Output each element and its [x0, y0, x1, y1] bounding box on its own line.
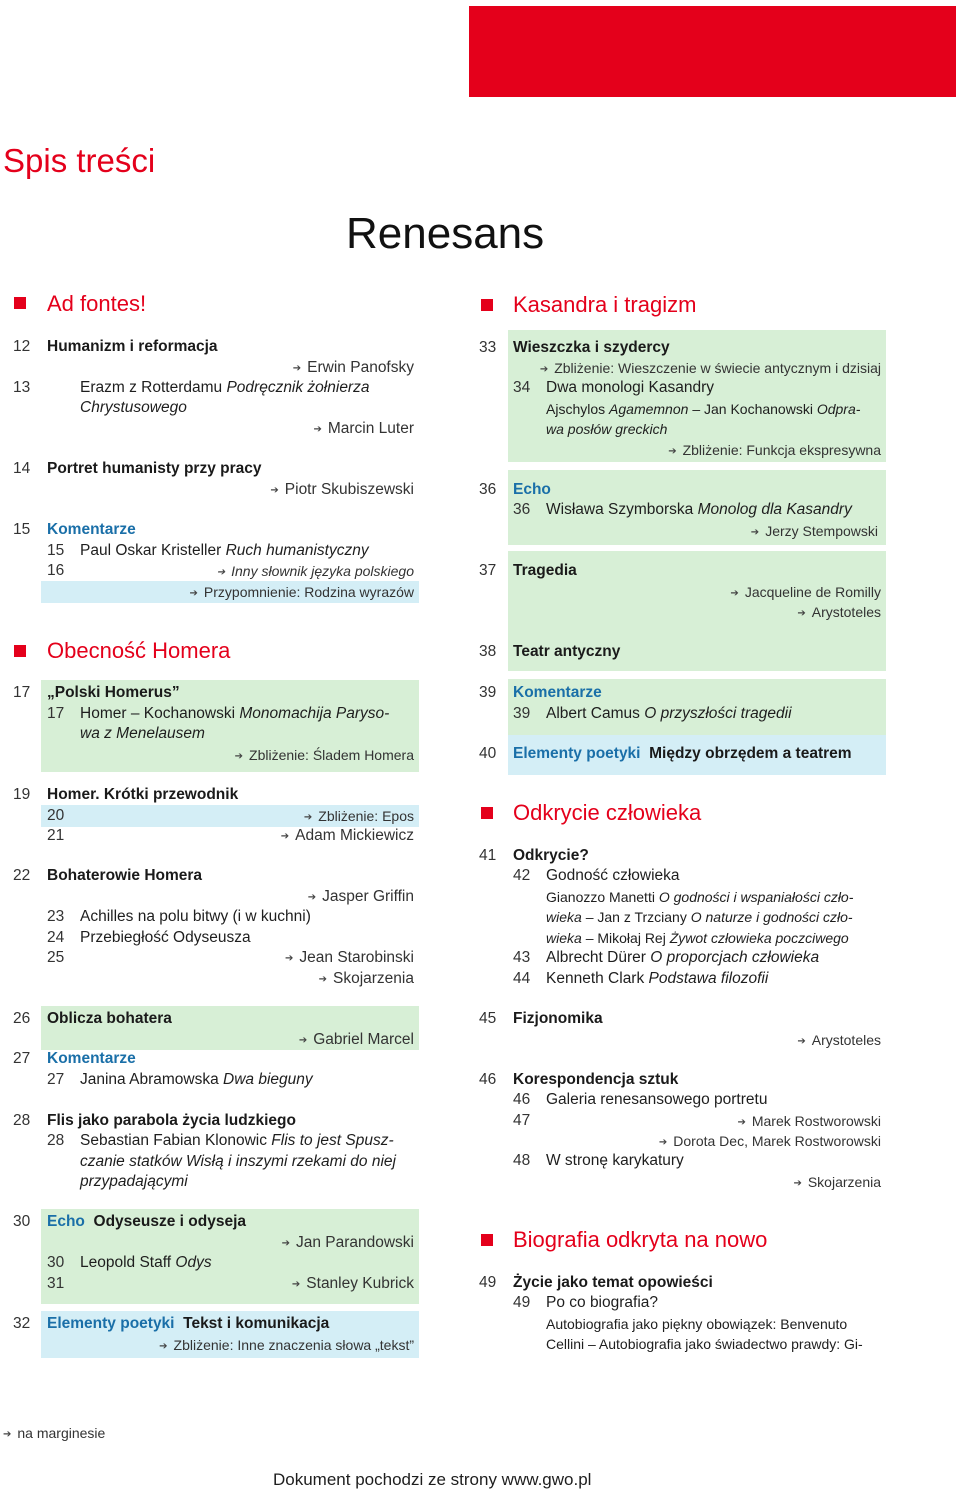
page-number: 32	[13, 1315, 31, 1332]
entry-title[interactable]: Teatr antyczny	[513, 643, 621, 660]
page-number: 37	[479, 562, 497, 579]
entry-reference[interactable]: ➔ Zbliżenie: Epos	[200, 806, 414, 829]
entry-title[interactable]: Echo Odyseusze i odyseja	[47, 1213, 247, 1230]
page-number: 30	[13, 1213, 31, 1230]
section-ad-fontes: Ad fontes!	[47, 291, 147, 316]
entry-text[interactable]: Albrecht Dürer O proporcjach człowieka	[546, 949, 820, 966]
entry-reference[interactable]: ➔ Erwin Panofsky	[250, 358, 414, 380]
entry-text-italic: wa posłów greckich	[546, 421, 668, 437]
entry-title[interactable]: Odkrycie?	[513, 847, 589, 864]
entry-text-italic: czanie statków Wisłą i inszymi rzekami do niej	[80, 1153, 396, 1170]
entry-text: Autobiografia jako piękny obowiązek: Benvenuto	[546, 1316, 848, 1332]
entry-reference[interactable]: ➔ Zbliżenie: Inne znaczenia słowa „tekst”	[80, 1335, 414, 1358]
page-number: 33	[479, 339, 497, 356]
entry-reference[interactable]: ➔ Zbliżenie: Funkcja ekspresywna	[600, 440, 881, 463]
page-number: 12	[13, 338, 31, 355]
page-number: 27	[47, 1071, 65, 1088]
page-number: 17	[13, 684, 31, 701]
page-number: 22	[13, 867, 31, 884]
entry-text[interactable]: Godność człowieka	[546, 867, 680, 884]
page-number: 49	[513, 1294, 531, 1311]
entry-title[interactable]: Tragedia	[513, 562, 577, 579]
page-number: 40	[479, 745, 497, 762]
section-kasandra: Kasandra i tragizm	[513, 292, 697, 317]
section-odkrycie: Odkrycie człowieka	[513, 800, 702, 825]
page-number: 36	[513, 501, 531, 518]
entry-text[interactable]: Paul Oskar Kristeller Ruch humanistyczny	[80, 542, 369, 559]
entry-title[interactable]: Elementy poetyki Między obrzędem a teatrem	[513, 745, 852, 762]
entry-echo-label[interactable]: Echo	[513, 481, 551, 498]
section-bullet-icon	[14, 297, 26, 309]
entry-text[interactable]: Dwa monologi Kasandry	[546, 379, 715, 396]
page-number: 26	[13, 1010, 31, 1027]
page-number: 31	[47, 1275, 65, 1292]
section-bullet-icon	[481, 1234, 493, 1246]
entry-reference[interactable]: ➔ Jerzy Stempowski	[650, 521, 878, 544]
page-number: 46	[479, 1071, 497, 1088]
page-number: 39	[479, 684, 497, 701]
entry-reference[interactable]: ➔ Gabriel Marcel	[200, 1030, 414, 1052]
entry-reference[interactable]: ➔ Adam Mickiewicz	[200, 826, 414, 848]
entry-reference[interactable]: ➔ Piotr Skubiszewski	[200, 480, 414, 502]
page-number: 46	[513, 1091, 531, 1108]
entry-text-italic: wa z Menelausem	[80, 725, 205, 742]
entry-title[interactable]: Fizjonomika	[513, 1010, 603, 1027]
entry-reference[interactable]: ➔ Stanley Kubrick	[200, 1274, 414, 1296]
entry-commentary-label[interactable]: Komentarze	[47, 521, 136, 538]
page-number: 19	[13, 786, 31, 803]
page-number: 13	[13, 379, 31, 396]
page-number: 36	[479, 481, 497, 498]
book-section-title: Renesans	[346, 209, 545, 258]
entry-text[interactable]: Erazm z Rotterdamu Podręcznik żołnierza	[80, 379, 370, 396]
entry-reference[interactable]: ➔ Skojarzenia	[650, 1172, 881, 1195]
entry-title[interactable]: Wieszczka i szydercy	[513, 339, 670, 356]
entry-text: Ajschylos Agamemnon – Jan Kochanowski Odpra-	[546, 401, 861, 417]
entry-text[interactable]: Po co biografia?	[546, 1294, 659, 1311]
entry-text[interactable]: Achilles na polu bitwy (i w kuchni)	[80, 908, 311, 925]
entry-title[interactable]: Bohaterowie Homera	[47, 867, 203, 884]
red-banner	[469, 6, 956, 97]
page-number: 34	[513, 379, 531, 396]
entry-title[interactable]: „Polski Homerus”	[47, 684, 180, 701]
entry-title[interactable]: Flis jako parabola życia ludzkiego	[47, 1112, 296, 1129]
section-bullet-icon	[14, 645, 26, 657]
page-number: 20	[47, 807, 65, 824]
page-number: 16	[47, 562, 65, 579]
entry-text[interactable]: Sebastian Fabian Klonowic Flis to jest Spusz-	[80, 1132, 394, 1149]
entry-text[interactable]: W stronę karykatury	[546, 1152, 684, 1169]
entry-text-italic: Chrystusowego	[80, 399, 187, 416]
page-number: 48	[513, 1152, 531, 1169]
entry-reference[interactable]: ➔ Jean Starobinski	[200, 948, 414, 970]
page-number: 42	[513, 867, 531, 884]
page-number: 39	[513, 705, 531, 722]
source-footer[interactable]: Dokument pochodzi ze strony www.gwo.pl	[273, 1470, 592, 1489]
page-number: 41	[479, 847, 497, 864]
entry-text[interactable]: Albert Camus O przyszłości tragedii	[546, 705, 792, 722]
page-number: 14	[13, 460, 31, 477]
entry-commentary-label[interactable]: Komentarze	[47, 1050, 136, 1067]
page-number: 49	[479, 1274, 497, 1291]
margin-legend: ➔ na marginesie	[3, 1425, 105, 1441]
page-number: 28	[47, 1132, 65, 1149]
page-number: 30	[47, 1254, 65, 1271]
entry-title[interactable]: Korespondencja sztuk	[513, 1071, 679, 1088]
page-number: 44	[513, 970, 531, 987]
page-number: 28	[13, 1112, 31, 1129]
entry-text[interactable]: Przebiegłość Odyseusza	[80, 929, 251, 946]
page-number: 21	[47, 827, 65, 844]
entry-text: wieka – Mikołaj Rej Żywot człowieka poczciwego	[546, 930, 849, 946]
section-homer: Obecność Homera	[47, 638, 231, 663]
entry-title[interactable]: Oblicza bohatera	[47, 1010, 172, 1027]
entry-reference[interactable]: ➔ Inny słownik języka polskiego	[150, 561, 414, 584]
page-number: 47	[513, 1112, 531, 1129]
entry-reference[interactable]: ➔ Zbliżenie: Śladem Homera	[150, 745, 414, 768]
section-bullet-icon	[481, 807, 493, 819]
section-biografia: Biografia odkryta na nowo	[513, 1227, 768, 1252]
section-bullet-icon	[481, 299, 493, 311]
entry-text[interactable]: Kenneth Clark Podstawa filozofii	[546, 970, 769, 987]
entry-text[interactable]: Janina Abramowska Dwa bieguny	[80, 1071, 313, 1088]
entry-commentary-label[interactable]: Komentarze	[513, 684, 602, 701]
page-number: 23	[47, 908, 65, 925]
page-number: 45	[479, 1010, 497, 1027]
entry-text[interactable]: Galeria renesansowego portretu	[546, 1091, 768, 1108]
entry-reference[interactable]: ➔ Jasper Griffin	[200, 887, 414, 909]
entry-text: Gianozzo Manetti O godności i wspaniałości czło-	[546, 889, 854, 905]
page-number: 25	[47, 949, 65, 966]
entry-reference[interactable]: ➔ Skojarzenia	[200, 969, 414, 991]
page-title: Spis treści	[3, 142, 156, 179]
entry-title[interactable]: Portret humanisty przy pracy	[47, 460, 262, 477]
entry-text: wieka – Jan z Trzciany O naturze i godności czło-	[546, 909, 853, 925]
entry-reference[interactable]: ➔ Jan Parandowski	[200, 1233, 414, 1255]
entry-reference[interactable]: ➔ Przypomnienie: Rodzina wyrazów	[100, 582, 414, 605]
page-number: 24	[47, 929, 65, 946]
page-number: 38	[479, 643, 497, 660]
entry-reference[interactable]: ➔ Dorota Dec, Marek Rostworowski	[600, 1131, 881, 1154]
page-number: 43	[513, 949, 531, 966]
entry-title[interactable]: Homer. Krótki przewodnik	[47, 786, 239, 803]
entry-reference[interactable]: ➔ Arystoteles	[650, 602, 881, 625]
page-number: 17	[47, 705, 65, 722]
entry-text[interactable]: Homer – Kochanowski Monomachija Paryso-	[80, 705, 390, 722]
page-number: 15	[47, 542, 65, 559]
entry-title[interactable]: Humanizm i reformacja	[47, 338, 218, 355]
entry-reference[interactable]: ➔ Zbliżenie: Wieszczenie w świecie antycznym i dzisiaj	[513, 358, 881, 381]
page-number: 15	[13, 521, 31, 538]
page-number: 27	[13, 1050, 31, 1067]
entry-text[interactable]: Leopold Staff Odys	[80, 1254, 212, 1271]
entry-reference[interactable]: ➔ Marcin Luter	[250, 419, 414, 441]
entry-title[interactable]: Elementy poetyki Tekst i komunikacja	[47, 1315, 330, 1332]
entry-reference[interactable]: ➔ Arystoteles	[650, 1030, 881, 1053]
entry-reference[interactable]: ➔ Marek Rostworowski	[650, 1111, 881, 1134]
entry-title[interactable]: Życie jako temat opowieści	[513, 1274, 713, 1291]
entry-text: Cellini – Autobiografia jako świadectwo prawdy: Gi-	[546, 1336, 863, 1352]
entry-text-italic: przypadającymi	[80, 1173, 188, 1190]
entry-text[interactable]: Wisława Szymborska Monolog dla Kasandry	[546, 501, 852, 518]
entry-reference[interactable]: ➔ Jacqueline de Romilly	[650, 582, 881, 605]
